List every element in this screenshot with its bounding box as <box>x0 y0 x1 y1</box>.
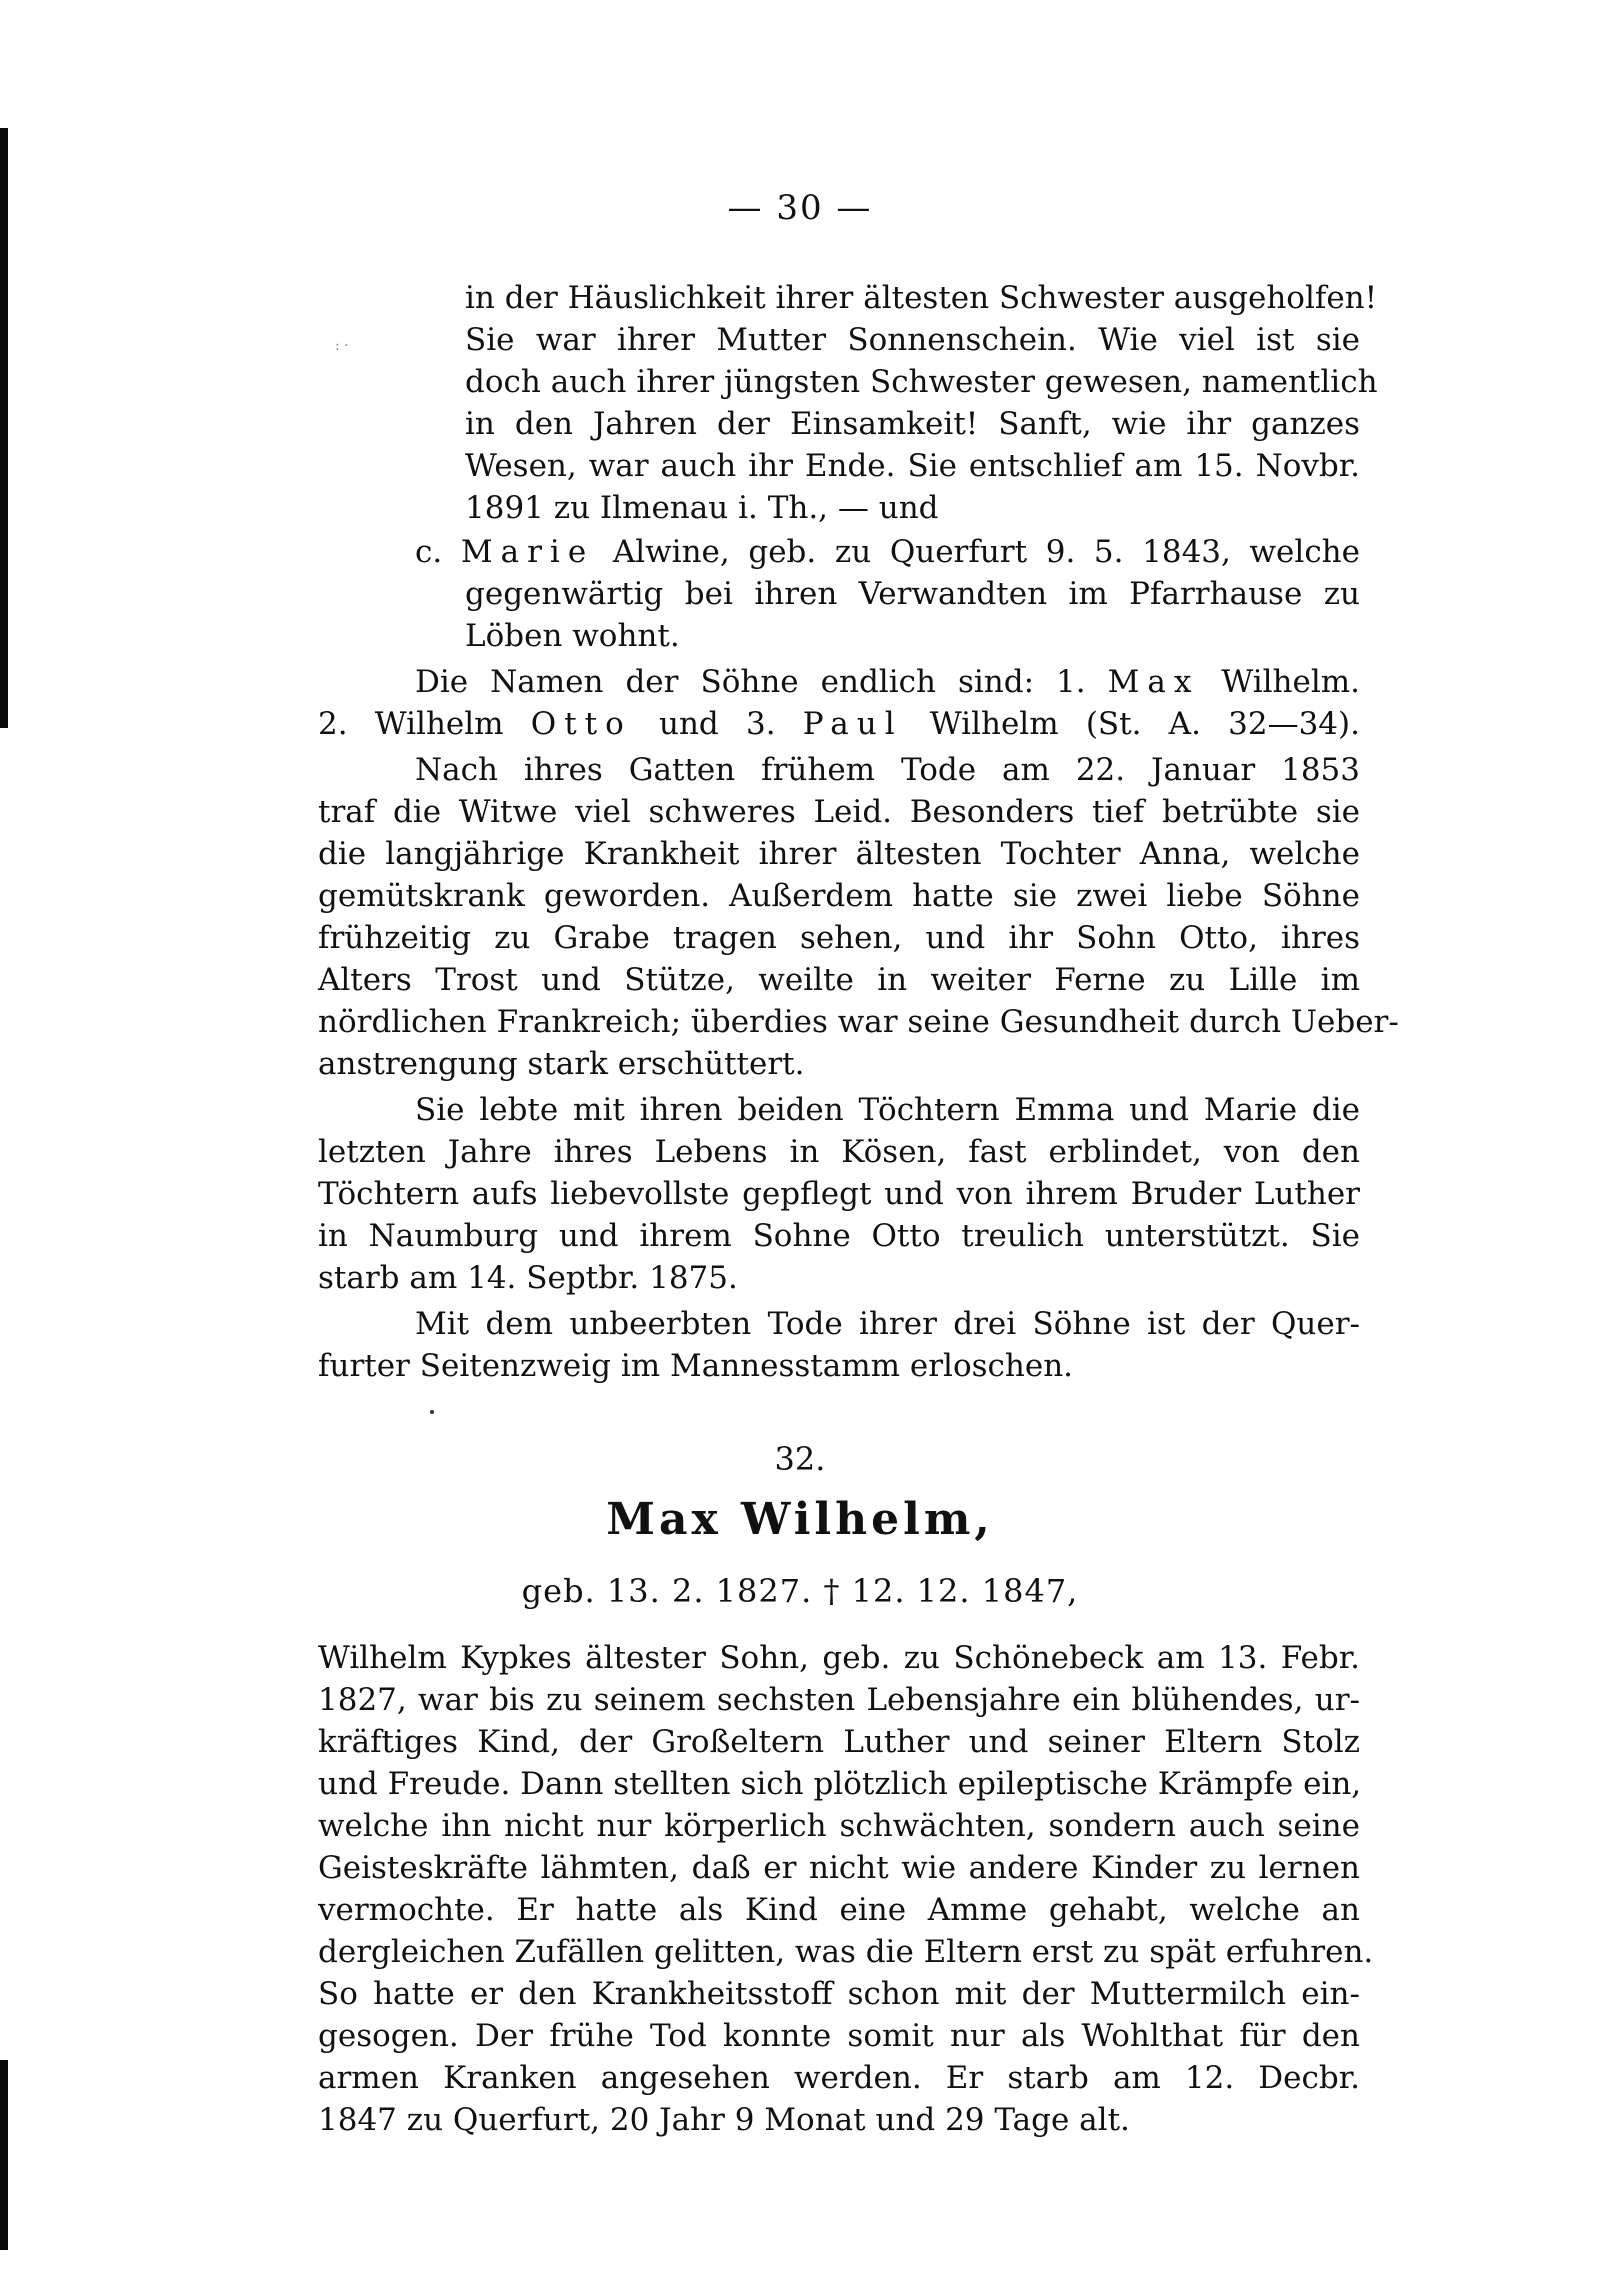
text-line: frühzeitig zu Grabe tragen sehen, und ihr Sohn Otto, ihres <box>318 920 1360 956</box>
text-line: vermochte. Er hatte als Kind eine Amme gehabt, welche an <box>318 1892 1360 1928</box>
text-line <box>318 704 1360 744</box>
text-line: anstrengung stark erschüttert. <box>318 1046 805 1082</box>
person-name: Max <box>1107 664 1200 700</box>
text-line: Wilhelm Kypkes ältester Sohn, geb. zu Schönebeck am 13. Febr. <box>318 1640 1360 1676</box>
text-span: Die Namen der Söhne endlich sind: 1. <box>415 664 1086 700</box>
text-line: in Naumburg und ihrem Sohne Otto treulich unterstützt. Sie <box>318 1218 1360 1254</box>
text-line: 1827, war bis zu seinem sechsten Lebensjahre ein blühendes, ur- <box>318 1682 1360 1718</box>
text-line: Alters Trost und Stütze, weilte in weiter Ferne zu Lille im <box>318 962 1360 998</box>
text-line: welche ihn nicht nur körperlich schwächten, sondern auch seine <box>318 1808 1360 1844</box>
person-name: Marie <box>460 534 595 570</box>
text-line: 1891 zu Ilmenau i. Th., — und <box>465 490 939 526</box>
text-line: So hatte er den Krankheitsstoff schon mit der Muttermilch ein- <box>318 1976 1360 2012</box>
text-line: dergleichen Zufällen gelitten, was die Eltern erst zu spät erfuhren. <box>318 1934 1374 1970</box>
text-line: gemütskrank geworden. Außerdem hatte sie zwei liebe Söhne <box>318 878 1360 914</box>
text-span: 2. Wilhelm <box>318 706 504 742</box>
person-name: Paul <box>802 706 903 742</box>
text-line <box>415 532 1360 572</box>
text-line: letzten Jahre ihres Lebens in Kösen, fast erblindet, von den <box>318 1134 1360 1170</box>
item-label: c. <box>415 534 443 570</box>
text-line: Nach ihres Gatten frühem Tode am 22. Januar 1853 <box>415 752 1360 788</box>
text-span: und 3. <box>659 706 776 742</box>
text-line: furter Seitenzweig im Mannesstamm erloschen. <box>318 1348 1074 1384</box>
text-line: Sie lebte mit ihren beiden Töchtern Emma und Marie die <box>415 1092 1360 1128</box>
text-line: in der Häuslichkeit ihrer ältesten Schwester ausgeholfen! <box>465 280 1378 316</box>
text-span: Wilhelm. <box>1221 664 1360 700</box>
text-line: doch auch ihrer jüngsten Schwester gewesen, namentlich <box>465 364 1378 400</box>
text-line: Töchtern aufs liebevollste gepflegt und von ihrem Bruder Luther <box>318 1176 1360 1212</box>
section-dates: geb. 13. 2. 1827. † 12. 12. 1847, <box>521 1572 1079 1610</box>
margin-mark: : · <box>335 338 349 354</box>
text-line: Sie war ihrer Mutter Sonnenschein. Wie viel ist sie <box>465 322 1360 358</box>
text-line: armen Kranken angesehen werden. Er starb am 12. Decbr. <box>318 2060 1360 2096</box>
page-number: — 30 — <box>727 188 873 228</box>
text-line: gesogen. Der frühe Tod konnte somit nur als Wohlthat für den <box>318 2018 1360 2054</box>
section-number: 32. <box>774 1440 826 1478</box>
text-line: nördlichen Frankreich; überdies war seine Gesundheit durch Ueber- <box>318 1004 1399 1040</box>
text-line <box>415 662 1360 702</box>
person-name: Otto <box>530 706 632 742</box>
text-line: 1847 zu Querfurt, 20 Jahr 9 Monat und 29 Tage alt. <box>318 2102 1130 2138</box>
scan-border-bottom <box>0 2060 8 2250</box>
item-text: Alwine, geb. zu Querfurt 9. 5. 1843, welche <box>612 534 1360 570</box>
text-span: Wilhelm (St. A. 32—34). <box>929 706 1360 742</box>
text-line: kräftiges Kind, der Großeltern Luther und seiner Eltern Stolz <box>318 1724 1360 1760</box>
text-line: gegenwärtig bei ihren Verwandten im Pfarrhause zu <box>465 576 1360 612</box>
scan-speck <box>430 1410 434 1414</box>
text-line: Geisteskräfte lähmten, daß er nicht wie andere Kinder zu lernen <box>318 1850 1360 1886</box>
text-line: Wesen, war auch ihr Ende. Sie entschlief am 15. Novbr. <box>465 448 1360 484</box>
text-line: die langjährige Krankheit ihrer ältesten Tochter Anna, welche <box>318 836 1360 872</box>
text-line: traf die Witwe viel schweres Leid. Besonders tief betrübte sie <box>318 794 1360 830</box>
section-title: Max Wilhelm, <box>606 1494 994 1545</box>
text-line: Mit dem unbeerbten Tode ihrer drei Söhne ist der Quer- <box>415 1306 1360 1342</box>
text-line: in den Jahren der Einsamkeit! Sanft, wie ihr ganzes <box>465 406 1360 442</box>
text-line: und Freude. Dann stellten sich plötzlich epileptische Krämpfe ein, <box>318 1766 1362 1802</box>
text-line: Löben wohnt. <box>465 618 680 654</box>
text-line: starb am 14. Septbr. 1875. <box>318 1260 738 1296</box>
